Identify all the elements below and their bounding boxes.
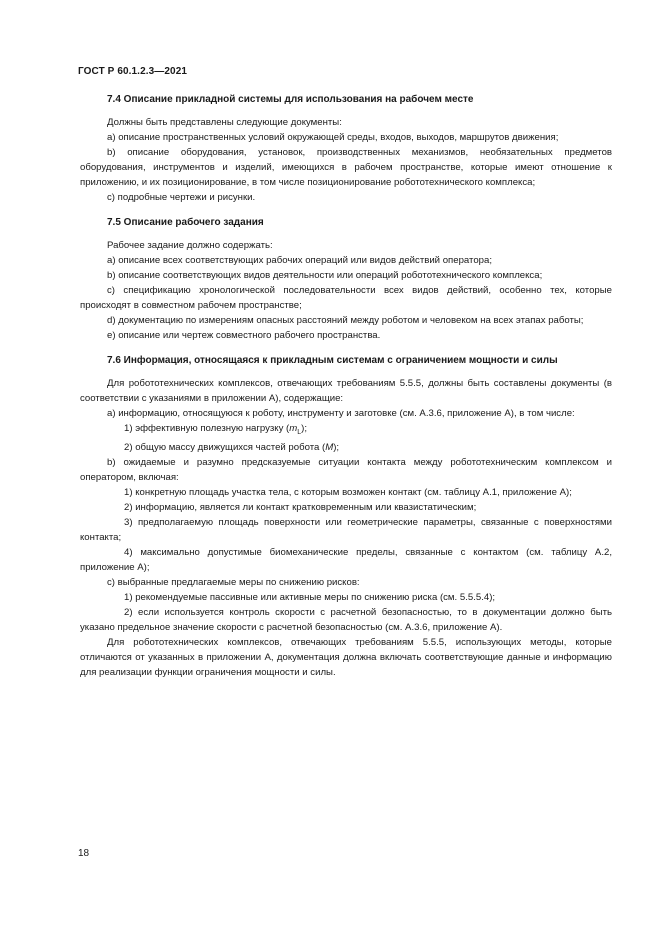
section-7-4 (80, 92, 612, 205)
sub-list-item: 1) конкретную площадь участка тела, с которым возможен контакт (см. таблицу А.1, приложение А); (124, 486, 572, 498)
item-text: общую массу движущихся частей робота ( (135, 441, 326, 453)
item-number: 1) (124, 423, 133, 434)
document-code: ГОСТ Р 60.1.2.3—2021 (78, 66, 188, 77)
list-item: d) документацию по измерениям опасных расстояний между роботом и человеком на всех этапах работы; (107, 315, 584, 326)
sub-list-item: 4) максимально допустимые биомеханические пределы, связанные с контактом (см. таблицу А.2, приложение А); (80, 546, 612, 573)
page-number: 18 (78, 848, 90, 859)
item-text: эффективную полезную нагрузку ( (135, 423, 290, 434)
list-item: a) описание всех соответствующих рабочих операций или видов действий оператора; (107, 255, 492, 266)
section-7-6 (80, 353, 612, 680)
section-heading: 7.5 Описание рабочего задания (107, 217, 264, 228)
list-item: e) описание или чертеж совместного рабочего пространства. (107, 330, 381, 341)
symbol-M: M (325, 441, 334, 453)
item-tail: ); (301, 423, 308, 434)
sub-list-item: 2) информацию, является ли контакт кратковременным или квазистатическим; (124, 501, 477, 513)
sub-list-item (80, 421, 612, 440)
section-7-5 (80, 215, 612, 343)
list-item: c) выбранные предлагаемые меры по снижению рисков: (107, 576, 360, 588)
list-item: c) спецификацию хронологической последовательности всех видов действий, особенно тех, которые происходят в совместном рабочем пространстве; (80, 285, 612, 311)
sub-list-item: 2) если используется контроль скорости с расчетной безопасностью, то в документации должно быть указано предельное значение скорости с расчетной безопасностью (см. А.3.6, приложение А). (80, 606, 612, 633)
list-item: b) описание соответствующих видов деятельности или операций робототехнического комплекса; (107, 270, 543, 281)
document-body (80, 92, 612, 690)
sub-list-item: 1) рекомендуемые пассивные или активные меры по снижению риска (см. 5.5.5.4); (124, 591, 496, 603)
list-item: c) подробные чертежи и рисунки. (107, 192, 256, 203)
section-heading: 7.4 Описание прикладной системы для использования на рабочем месте (107, 94, 474, 105)
paragraph: Должны быть представлены следующие документы: (107, 117, 342, 128)
list-item: b) описание оборудования, установок, производственных механизмов, необязательных предметов оборудования, инструментов и изделий, имеющихся в рабочем пространстве, которые имеют отношение к приложению, и их позиционирование, в том числе позиционирование робототехнического комплекса; (80, 147, 612, 188)
item-tail: ); (333, 441, 340, 453)
paragraph: Для робототехнических комплексов, отвечающих требованиям 5.5.5, использующих методы, которые отличаются от указанных в приложении А, документация должна включать соответствующие данные и информацию для реализации функции ограничения мощности и силы. (80, 636, 612, 678)
list-item: a) описание пространственных условий окружающей среды, входов, выходов, маршрутов движения; (107, 132, 559, 143)
item-number: 2) (124, 441, 133, 453)
symbol-subscript: L (297, 428, 302, 436)
paragraph: Рабочее задание должно содержать: (107, 240, 273, 251)
symbol-m: m (289, 423, 298, 434)
sub-list-item: 3) предполагаемую площадь поверхности или геометрические параметры, связанные с поверхностями контакта; (80, 516, 612, 543)
sub-list-item (80, 440, 612, 455)
list-item: b) ожидаемые и разумно предсказуемые ситуации контакта между робототехническим комплексом и оператором, включая: (80, 456, 612, 483)
section-heading: 7.6 Информация, относящаяся к прикладным системам с ограничением мощности и силы (107, 355, 558, 366)
paragraph: Для робототехнических комплексов, отвечающих требованиям 5.5.5, должны быть составлены документы (в соответствии с указаниями в приложении А), содержащие: (80, 378, 612, 404)
list-item: a) информацию, относящуюся к роботу, инструменту и заготовке (см. А.3.6, приложение А), в том числе: (107, 408, 575, 419)
